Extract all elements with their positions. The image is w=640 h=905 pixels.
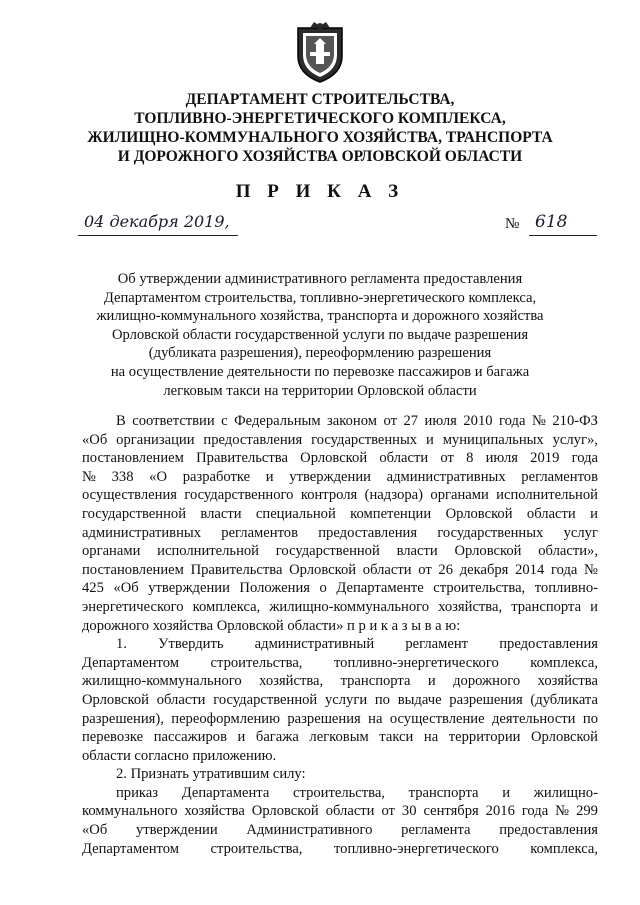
body-word: государственной [275,543,380,560]
body-word: контроля [300,487,358,504]
body-word: топливно-энергетического [333,654,499,671]
body-word: регламента [401,822,471,839]
body-word: строительства, [210,654,303,671]
body-word: разрешения), [82,710,164,727]
body-word: такси [379,729,414,746]
body-word: регламентов [221,524,298,541]
body-line [82,579,598,598]
body-word: года [521,803,549,820]
body-word: жилищно- [533,784,598,801]
body-word: транспорта [511,598,582,615]
body-word: от [418,561,432,578]
body-word: года [550,561,578,578]
body-word: комплекса, [530,654,598,671]
body-word: с [221,413,228,429]
body-word: административный [254,636,375,653]
body-word: территории [448,729,521,746]
subject-line: Орловской области государственной услуги по выдаче разрешения [111,326,529,343]
body-line [82,505,598,524]
body-word: государственного [184,487,294,504]
body-word: на [368,710,383,727]
body-word: переоформлению [171,710,280,727]
body-word: и [502,784,511,801]
body-word: жилищно-коммунального [82,673,242,690]
subject-line: Департаментом строительства, топливно-энергетического комплекса, [103,289,537,306]
body-word: органами [82,543,141,560]
body-word: хозяйства, [438,598,503,615]
body-word: № [584,561,598,578]
body-word: комплекса, [530,840,598,857]
body-word: № [555,803,570,820]
body-word: 299 [576,803,598,820]
body-word: июля [424,413,457,429]
body-line [82,635,598,654]
subject-line: жилищно-коммунального хозяйства, транспорта и дорожного хозяйства [96,308,544,325]
body-word: услуги [324,691,368,708]
body-word: Орловской [445,505,513,522]
body-line: 2. Признать утратившим силу: [116,766,306,783]
department-line: ДЕПАРТАМЕНТ СТРОИТЕЛЬСТВА, [185,91,455,108]
body-word: (надзора) [364,487,424,504]
body-word: предоставления [203,431,303,448]
body-line [82,784,598,803]
body-word: и [590,598,598,615]
body-word: строительства, [433,580,526,597]
body-word: дорожного [453,673,521,690]
body-word: деятельности [491,710,576,727]
body-word: регламентов [521,468,598,485]
body-word: области [325,803,375,820]
body-word: о [319,580,327,597]
body-word: (дубликата [530,691,598,708]
body-word: 2014 [515,561,545,578]
subject-line: на осуществление деятельности по перевозке пассажиров и багажа [110,363,530,380]
body-line: области согласно приложению. [82,747,277,764]
body-line [82,486,598,505]
body-word: декабря [459,561,509,578]
body-word: осуществления [82,487,177,504]
body-word: государственной [82,505,187,522]
body-line: дорожного хозяйства Орловской области» п р и к а з ы в а ю: [82,617,461,634]
body-word: хозяйства, [259,673,324,690]
body-word: законом [327,413,377,429]
subject-line: (дубликата разрешения), переоформлению разрешения [148,345,492,362]
order-number-handwritten: 618 [535,212,568,232]
body-word: Департаментом [82,840,179,857]
body-word: исполнительной [496,487,598,504]
body-line [82,672,598,691]
body-word: исполнительной [157,543,259,560]
order-date-handwritten: 04 декабря 2019, [84,212,230,231]
body-word: транспорта [408,784,479,801]
body-word: власти [396,543,438,560]
body-word: и [427,673,436,690]
body-word: и [265,468,274,485]
body-word: топливно-энергетического [333,840,499,857]
body-word: специальной [255,505,336,522]
subject-line: легковым такси на территории Орловской области [163,382,477,399]
body-line [82,728,598,747]
body-word: 2019 [530,450,560,467]
order-title: П Р И К А З [235,181,405,202]
body-word: разработке [182,468,251,485]
body-line [82,802,598,821]
body-line [82,431,598,450]
order-date-field [78,212,238,236]
body-word: утверждении [289,468,371,485]
number-underline [529,235,597,236]
body-line [82,710,598,729]
body-word: области [526,505,576,522]
body-word: 1. [116,636,127,653]
body-word: компетенции [350,505,432,522]
number-sign: № [505,216,520,232]
body-word: предоставления [499,636,598,653]
body-word: Правительства [190,561,283,578]
body-word: предоставления [499,822,598,839]
body-word: осуществление [389,710,485,727]
body-line [82,524,598,543]
body-line [82,840,598,859]
body-word: «Об [82,431,108,448]
body-word: государственных [311,431,418,448]
body-word: Федеральным [234,413,321,429]
department-line: ТОПЛИВНО-ЭНЕРГЕТИЧЕСКОГО КОМПЛЕКСА, [134,110,506,127]
body-line [82,561,598,580]
body-word: 27 [403,413,419,429]
body-word: 2016 [485,803,515,820]
body-word: № [82,468,96,485]
body-word: 425 [82,580,104,597]
body-word: багажа [255,729,299,746]
body-word: года [499,413,526,429]
body-word: Административного [246,822,373,839]
body-word: разрешения [287,710,361,727]
body-line [82,449,598,468]
body-word: на [423,729,439,746]
body-word: административных [386,468,506,485]
coat-of-arms-icon [292,22,348,84]
body-word: 2010 [463,413,493,429]
body-word: «О [149,468,168,485]
body-word: сентября [423,803,479,820]
body-word: Департаменте [336,580,424,597]
body-word: предоставления [318,524,418,541]
body-word: 338 [111,468,134,485]
body-word: Орловской [82,691,149,708]
order-number-field [505,214,597,236]
body-word: Департаментом [82,654,179,671]
body-word: административных [82,524,201,541]
body-word: легковым [309,729,369,746]
body-line [82,412,598,431]
body-word: органами [430,487,489,504]
body-word: 30 [401,803,417,820]
body-word: жилищно-коммунального [269,598,430,615]
department-name [0,90,640,166]
body-word: власти [200,505,242,522]
subject-line: Об утверждении административного регламента предоставления [117,271,523,287]
body-word: коммунального [82,803,178,820]
body-word: и [425,431,434,448]
body-word: регламент [405,636,469,653]
body-word: 26 [438,561,454,578]
body-word: пассажиров [153,729,227,746]
body-word: по [582,710,598,727]
body-word: выдаче [397,691,442,708]
body-word: года [571,450,598,467]
body-word: утверждении [148,580,230,597]
body-word: услуг», [552,431,598,448]
body-word: соответствии [132,413,215,429]
body-word: приказ [116,784,159,801]
body-word: области [362,561,412,578]
body-line [82,468,598,487]
body-word: Положения [239,580,310,597]
body-word: утверждении [135,822,218,839]
body-line [82,542,598,561]
body-word: от [440,450,454,467]
order-body [82,412,598,858]
body-word: от [383,413,397,429]
body-word: Орловской [300,450,368,467]
body-word: Орловской [454,543,522,560]
date-underline [78,235,238,236]
body-word: Орловской [531,729,598,746]
department-line: ЖИЛИЩНО-КОММУНАЛЬНОГО ХОЗЯЙСТВА, ТРАНСПОРТА [87,129,553,146]
body-word: 210-ФЗ [552,413,598,429]
body-word: услуг [563,524,598,541]
body-word: строительства, [210,840,303,857]
body-word: области [379,450,429,467]
body-word: энергетического [82,598,184,615]
body-word: июля [485,450,518,467]
order-subject [0,270,640,400]
body-word: по [374,691,390,708]
body-word: «Об [82,822,108,839]
body-word: Правительства [196,450,288,467]
body-word: транспорта [340,673,411,690]
body-word: 8 [466,450,474,467]
body-word: № [531,413,546,429]
body-word: «Об [113,580,139,597]
body-word: области», [538,543,598,560]
body-word: В [116,413,126,429]
body-line [82,598,598,617]
body-line [82,691,598,710]
body-word: перевозке [82,729,144,746]
body-word: области [156,691,206,708]
body-word: государственной [213,691,318,708]
body-word: строительства, [293,784,385,801]
body-word: Орловской [289,561,357,578]
body-word: разрешения [449,691,523,708]
body-word: топливно- [534,580,598,597]
body-word: постановлением [82,450,184,467]
body-word: муниципальных [442,431,544,448]
body-word: Департамента [181,784,270,801]
body-word: Орловской [251,803,319,820]
body-word: хозяйства [184,803,245,820]
body-word: организации [116,431,195,448]
body-word: от [381,803,395,820]
body-word: хозяйства [537,673,598,690]
department-line: И ДОРОЖНОГО ХОЗЯЙСТВА ОРЛОВСКОЙ ОБЛАСТИ [117,148,523,165]
body-line [82,821,598,840]
body-word: государственных [437,524,544,541]
body-word: и [237,729,246,746]
body-line [82,654,598,673]
body-word: Утвердить [158,636,224,653]
body-word: и [590,505,598,522]
body-word: комплекса, [192,598,261,615]
body-word: постановлением [82,561,184,578]
